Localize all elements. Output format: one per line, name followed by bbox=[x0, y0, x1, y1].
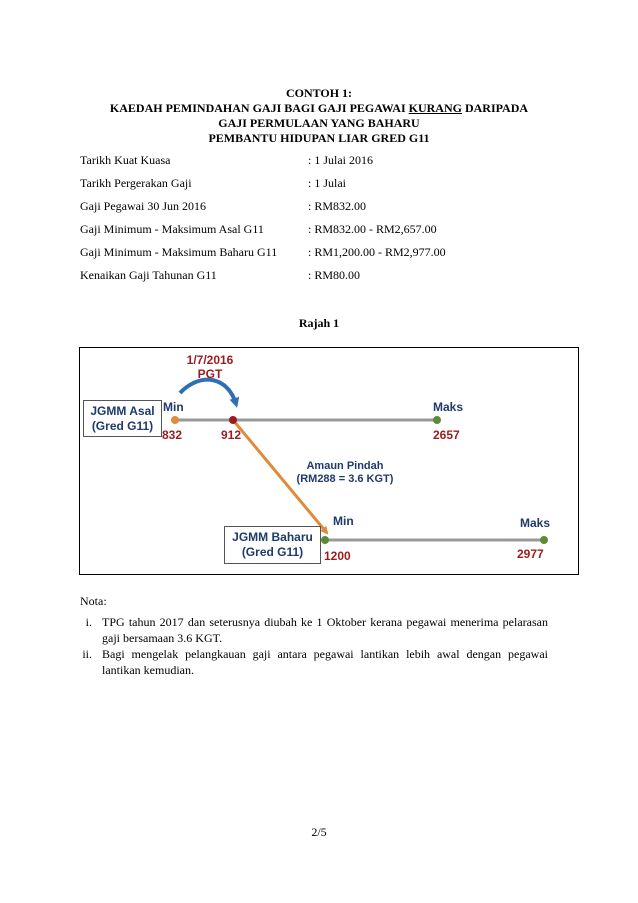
value-912: 912 bbox=[221, 428, 242, 442]
pgt-label: PGT bbox=[197, 367, 223, 381]
date-label: 1/7/2016 bbox=[186, 353, 234, 367]
maks-label-bottom: Maks bbox=[520, 516, 551, 530]
note-text: TPG tahun 2017 dan seterusnya diubah ke 1 Oktober kerana pegawai menerima pelarasan gaji bersamaan 3.6 KGT. bbox=[102, 615, 548, 645]
min-1200-dot bbox=[321, 536, 329, 544]
jgmm-baharu-title: JGMM Baharu bbox=[232, 530, 313, 544]
info-label: Gaji Minimum - Maksimum Baharu G11 bbox=[80, 245, 278, 259]
min-label-bottom: Min bbox=[333, 514, 354, 528]
nota-label: Nota: bbox=[80, 594, 107, 608]
jgmm-baharu-grade: (Gred G11) bbox=[241, 545, 304, 559]
salary-912-dot bbox=[229, 416, 237, 424]
min-label-top: Min bbox=[163, 400, 184, 414]
min-832-dot bbox=[171, 416, 179, 424]
info-label: Tarikh Kuat Kuasa bbox=[80, 153, 171, 167]
max-2657-dot bbox=[433, 416, 441, 424]
figure-title: Rajah 1 bbox=[298, 316, 340, 330]
value-1200: 1200 bbox=[324, 549, 351, 563]
note-number: i. bbox=[85, 615, 92, 629]
salary-diagram bbox=[79, 347, 579, 575]
info-value: : RM832.00 bbox=[308, 199, 367, 213]
value-832: 832 bbox=[162, 428, 183, 442]
info-label: Gaji Minimum - Maksimum Asal G11 bbox=[80, 222, 264, 236]
pgt-curve-arrow bbox=[180, 380, 236, 404]
info-label: Gaji Pegawai 30 Jun 2016 bbox=[80, 199, 206, 213]
heading-line-1: CONTOH 1: bbox=[285, 86, 353, 100]
note-number: ii. bbox=[82, 647, 92, 661]
heading-line-2 bbox=[0, 101, 638, 117]
note-text: Bagi mengelak pelangkauan gaji antara pegawai lantikan lebih awal dengan pegawai lantikan kemudian. bbox=[102, 647, 548, 677]
amaun-pindah-detail: (RM288 = 3.6 KGT) bbox=[296, 473, 394, 485]
info-value: : RM80.00 bbox=[308, 268, 361, 282]
jgmm-baharu-box bbox=[224, 526, 321, 564]
max-2977-dot bbox=[540, 536, 548, 544]
jgmm-asal-title: JGMM Asal bbox=[90, 404, 155, 418]
maks-label-top: Maks bbox=[433, 400, 464, 414]
info-label: Kenaikan Gaji Tahunan G11 bbox=[80, 268, 217, 282]
heading-line-4: PEMBANTU HIDUPAN LIAR GRED G11 bbox=[208, 131, 430, 145]
heading-line-3: GAJI PERMULAAN YANG BAHARU bbox=[218, 116, 420, 130]
value-2977: 2977 bbox=[517, 547, 544, 561]
note-item bbox=[66, 615, 566, 647]
info-value: : RM1,200.00 - RM2,977.00 bbox=[308, 245, 446, 259]
heading-line-2-pre: KAEDAH PEMINDAHAN GAJI BAGI GAJI PEGAWAI bbox=[109, 101, 409, 115]
page-number: 2/5 bbox=[311, 825, 327, 839]
heading-line-2-post: DARIPADA bbox=[461, 101, 529, 115]
value-2657: 2657 bbox=[433, 428, 460, 442]
info-label: Tarikh Pergerakan Gaji bbox=[80, 176, 192, 190]
jgmm-asal-grade: (Gred G11) bbox=[91, 419, 154, 433]
heading-underlined-word: KURANG bbox=[408, 101, 462, 115]
jgmm-asal-box bbox=[83, 400, 162, 437]
amaun-pindah-title: Amaun Pindah bbox=[306, 460, 384, 472]
note-item bbox=[66, 647, 566, 679]
info-value: : 1 Julai 2016 bbox=[308, 153, 373, 167]
info-value: : RM832.00 - RM2,657.00 bbox=[308, 222, 437, 236]
info-value: : 1 Julai bbox=[308, 176, 346, 190]
